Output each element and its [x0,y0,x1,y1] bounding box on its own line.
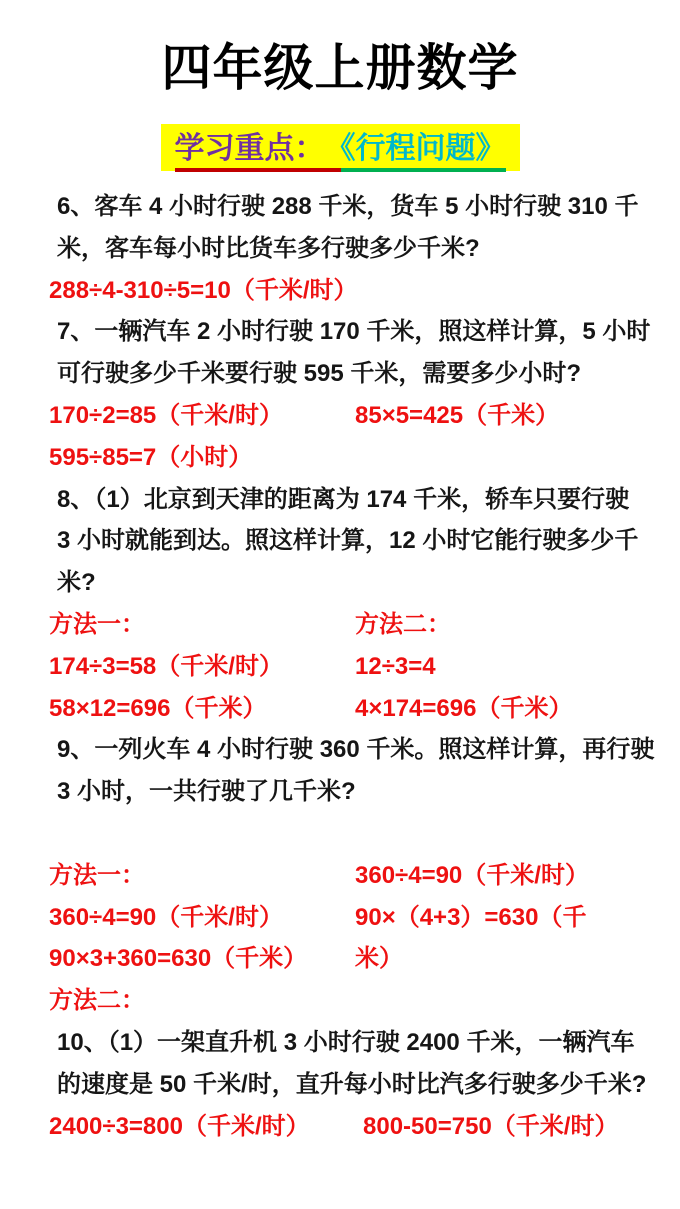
page-title: 四年级上册数学 [161,40,519,96]
problem-9-right-step-2-continued: 米） [355,945,403,973]
problem-9-row-3 [49,938,647,980]
blank-line [57,813,647,855]
problem-6-answer: 288÷4-310÷5=10（千米/时） [49,276,358,304]
problem-7-answer-step-2: 85×5=425（千米） [355,401,560,429]
problem-8-question-line-2: 3 小时就能到达。照这样计算，12 小时它能行驶多少千 [57,527,639,555]
problem-10-question-line-1: 10、（1）一架直升机 3 小时行驶 2400 千米，一辆汽车 [57,1028,635,1056]
problem-9-method-1-label: 方法一： [49,861,145,889]
problem-7-answer-step-3: 595÷85=7（小时） [49,443,253,471]
banner-label: 学习重点： [175,132,341,172]
problem-9-left-step-1: 360÷4=90（千米/时） [49,903,283,931]
problem-10-answer-step-2: 800-50=750（千米/时） [363,1112,619,1140]
problem-8-method-labels-row [49,604,647,646]
problem-8-step-row-2 [49,688,647,730]
problem-8-question-line-1: 8、（1）北京到天津的距离为 174 千米，轿车只要行驶 [57,485,630,513]
problem-8-method-2-step-1: 12÷3=4 [355,652,436,680]
problem-8-method-2-step-2: 4×174=696（千米） [355,694,573,722]
problem-8-method-1-step-2: 58×12=696（千米） [49,694,267,722]
problem-8-question-line-3: 米? [57,569,96,597]
problem-7-question-line-2: 可行驶多少千米要行驶 595 千米，需要多少小时? [57,360,582,388]
problem-9-question-line-1: 9、一列火车 4 小时行驶 360 千米。照这样计算，再行驶 [57,736,655,764]
problem-7-answer-step-1: 170÷2=85（千米/时） [49,401,283,429]
problem-7-answer-row-1 [49,395,647,437]
highlight-banner [161,124,520,171]
problem-8-method-2-label: 方法二： [355,610,451,638]
problem-10-answer-step-1: 2400÷3=800（千米/时） [49,1112,310,1140]
problem-6-question-line-2: 米，客车每小时比货车多行驶多少千米? [57,234,480,262]
problem-8-method-1-label: 方法一： [49,610,145,638]
problem-9-row-1 [49,855,647,897]
worksheet-body [49,186,655,1147]
problem-9-left-step-2: 90×3+360=630（千米） [49,945,308,973]
problem-10-answer-row [49,1106,647,1148]
problem-9-method-2-label: 方法二： [49,987,145,1015]
problem-8-step-row-1 [49,646,647,688]
problem-9-right-step-2: 90×（4+3）=630（千 [355,903,587,931]
problem-9-row-2 [49,897,647,939]
banner-topic: 《行程问题》 [341,132,506,172]
problem-10-question-line-2: 的速度是 50 千米/时，直升每小时比汽多行驶多少千米? [57,1070,647,1098]
problem-7-question-line-1: 7、一辆汽车 2 小时行驶 170 千米，照这样计算，5 小时 [57,318,651,346]
highlight-banner-row [0,124,680,171]
problem-9-right-step-1: 360÷4=90（千米/时） [355,861,589,889]
problem-6-question-line-1: 6、客车 4 小时行驶 288 千米，货车 5 小时行驶 310 千 [57,193,639,220]
problem-8-method-1-step-1: 174÷3=58（千米/时） [49,652,283,680]
problem-9-question-line-2: 3 小时，一共行驶了几千米? [57,778,356,806]
